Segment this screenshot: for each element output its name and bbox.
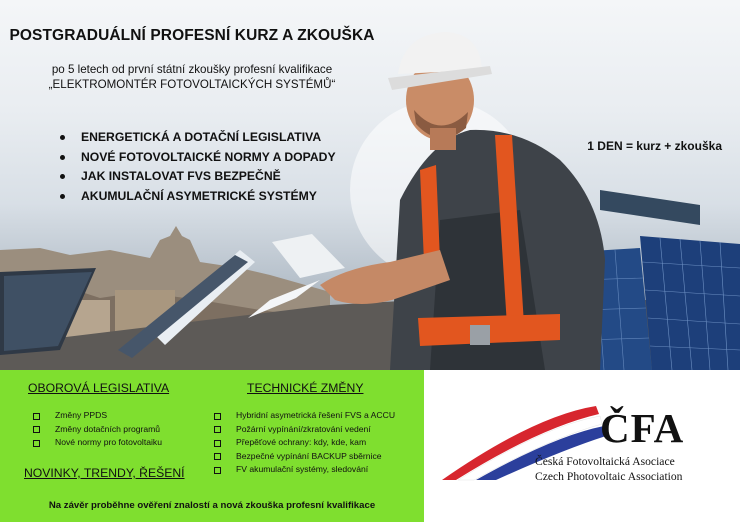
one-day-note: 1 DEN = kurz + zkouška (587, 139, 722, 153)
technical-heading: TECHNICKÉ ZMĚNY (247, 381, 364, 395)
flag-swoosh-icon (424, 370, 740, 522)
topic-item: AKUMULAČNÍ ASYMETRICKÉ SYSTÉMY (60, 187, 336, 207)
legislation-list (32, 409, 162, 450)
technical-item: Hybridní asymetrická řešení FVS a ACCU (213, 409, 395, 423)
legislation-item: Změny PPDS (32, 409, 162, 423)
technical-item: FV akumulační systémy, sledování (213, 463, 395, 477)
logo-name-en: Czech Photovoltaic Association (535, 470, 683, 483)
technical-item: Požární vypínání/zkratování vedení (213, 423, 395, 437)
technical-item: Přepěťové ochrany: kdy, kde, kam (213, 436, 395, 450)
news-heading: NOVINKY, TRENDY, ŘEŠENÍ (24, 466, 185, 480)
cfa-logo (424, 370, 740, 522)
topic-item: JAK INSTALOVAT FVS BEZPEČNĚ (60, 167, 336, 187)
topic-list (60, 128, 336, 206)
topic-item: ENERGETICKÁ A DOTAČNÍ LEGISLATIVA (60, 128, 336, 148)
legislation-item: Nové normy pro fotovoltaiku (32, 436, 162, 450)
legislation-item: Změny dotačních programů (32, 423, 162, 437)
final-note: Na závěr proběhne ověření znalostí a nová zkouška profesní kvalifikace (48, 500, 376, 511)
technical-item: Bezpečné vypínání BACKUP sběrnice (213, 450, 395, 464)
subtitle-line-1: po 5 letech od první státní zkoušky profesní kvalifikace (51, 63, 333, 76)
logo-abbreviation: ČFA (600, 405, 685, 451)
legislation-heading: OBOROVÁ LEGISLATIVA (28, 381, 170, 395)
course-title: POSTGRADUÁLNÍ PROFESNÍ KURZ A ZKOUŠKA (9, 27, 375, 44)
subtitle-line-2: „ELEKTROMONTÉR FOTOVOLTAICKÝCH SYSTÉMŮ“ (48, 78, 336, 91)
logo-name-cz: Česká Fotovoltaická Asociace (535, 455, 675, 468)
course-subtitle (0, 62, 384, 92)
technical-list (213, 409, 395, 477)
topic-item: NOVÉ FOTOVOLTAICKÉ NORMY A DOPADY (60, 148, 336, 168)
